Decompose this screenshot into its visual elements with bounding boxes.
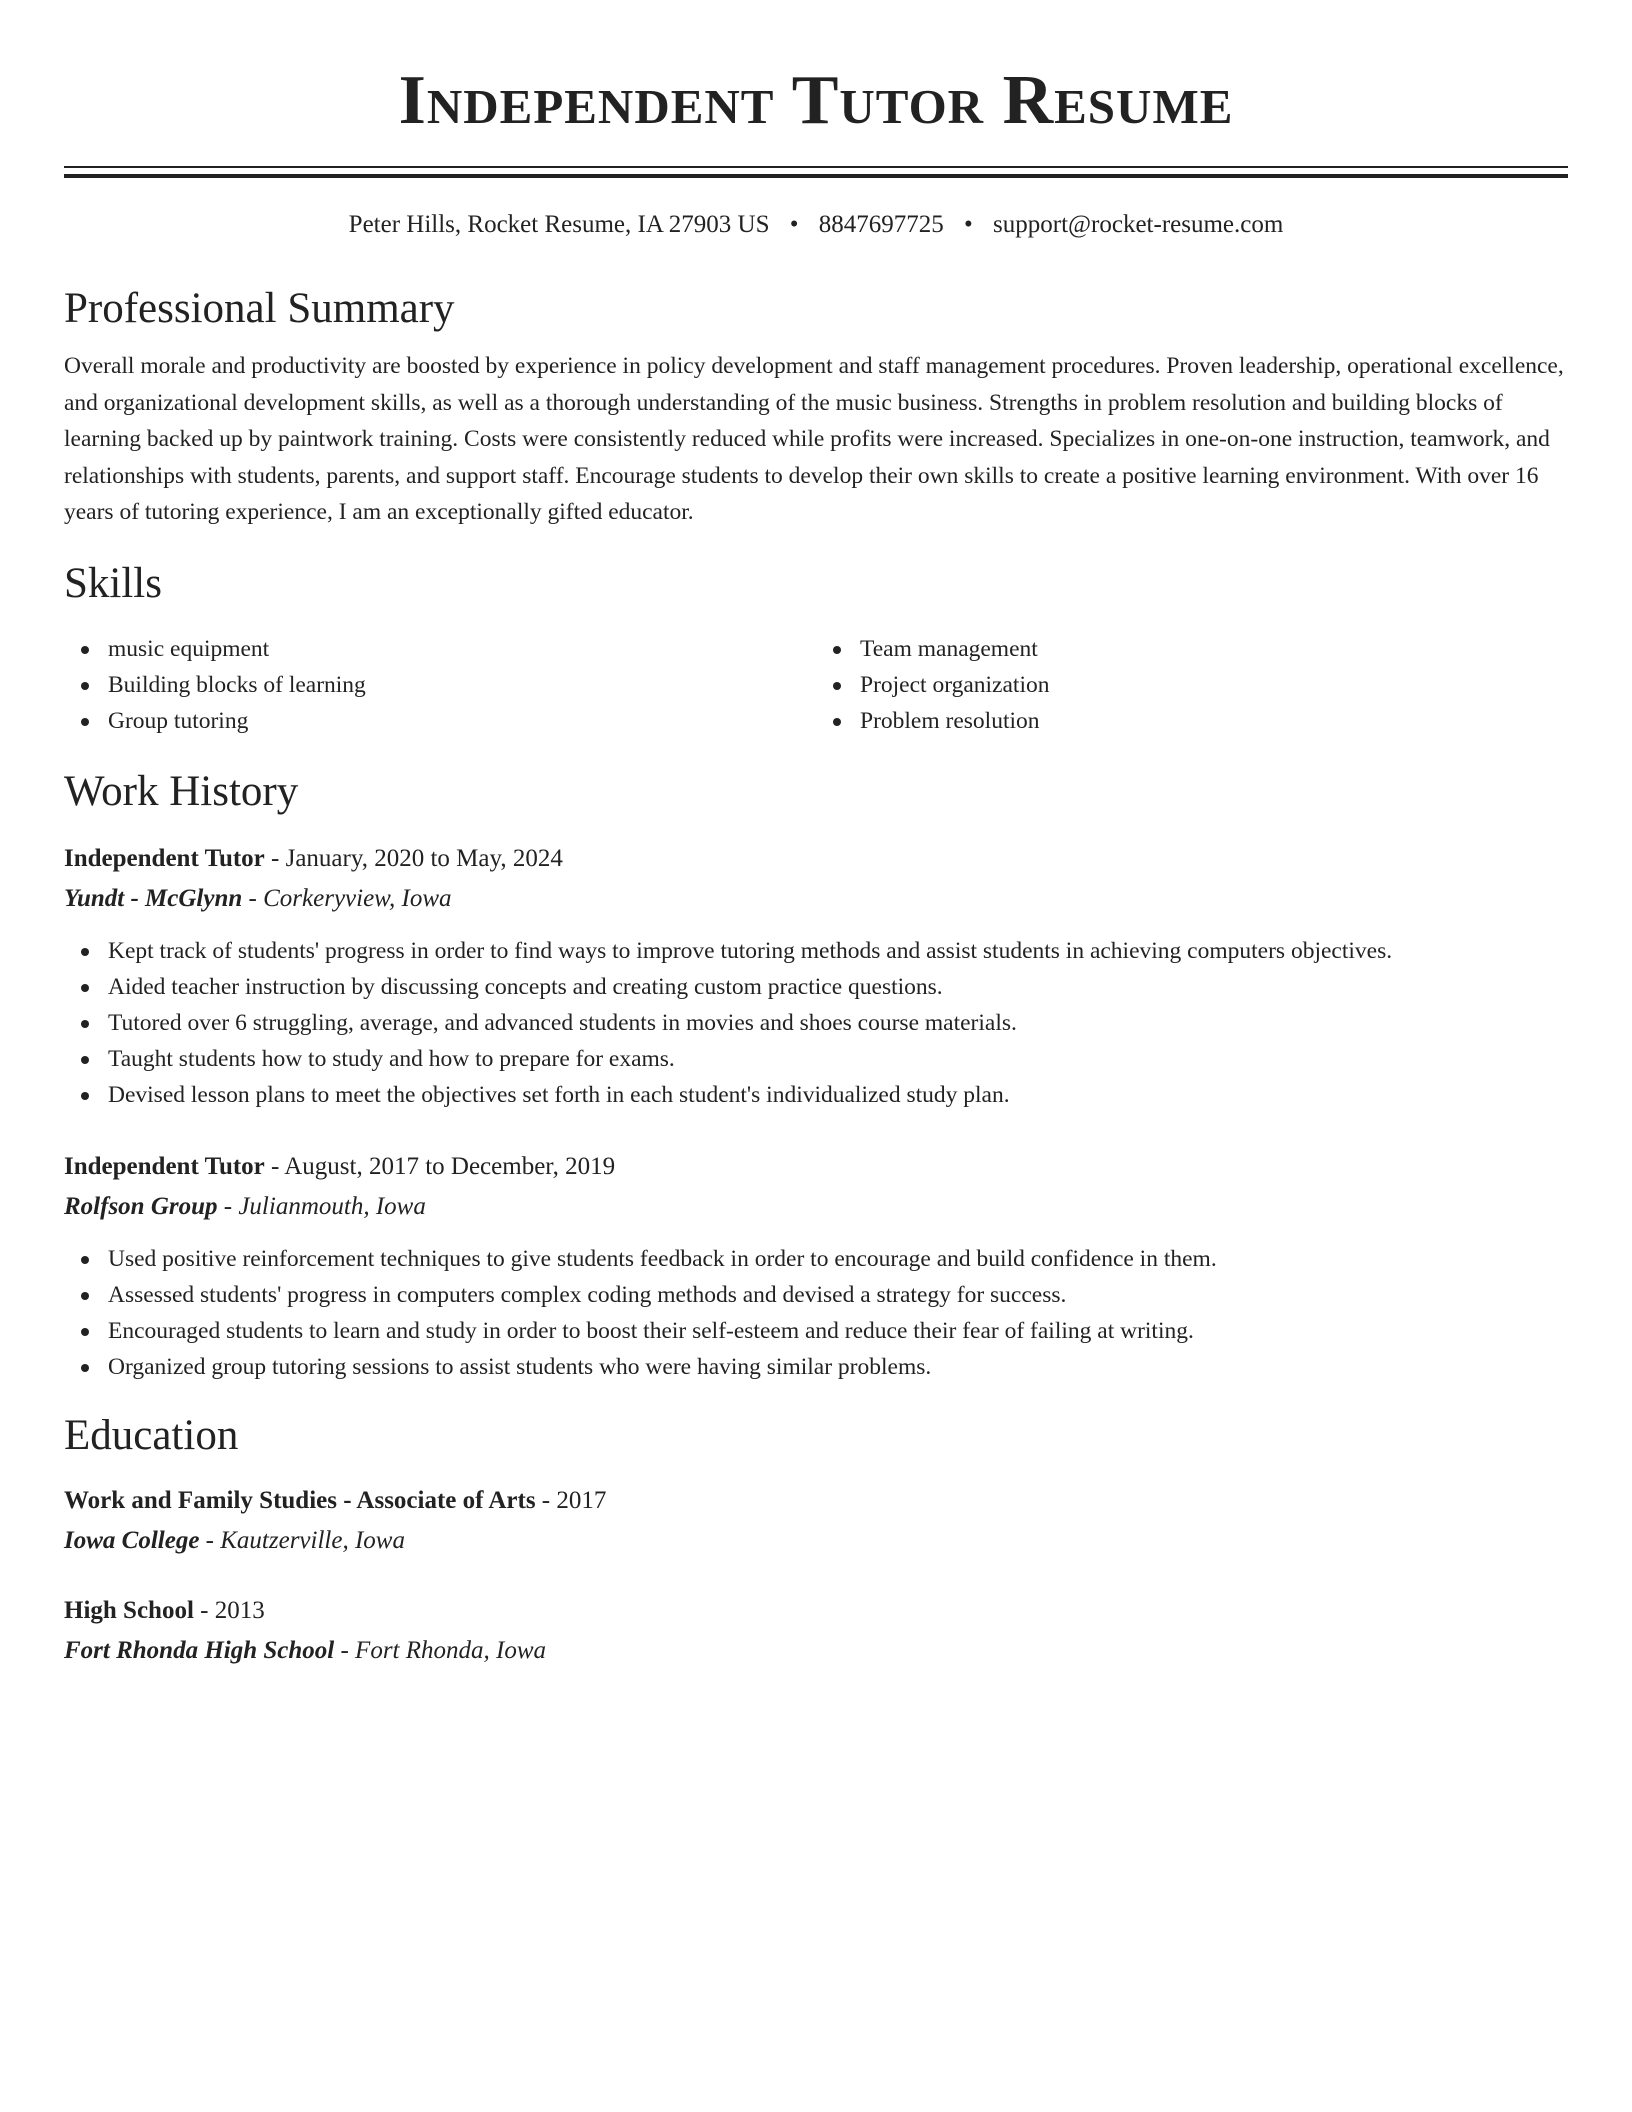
skill-item: Problem resolution (816, 703, 1568, 739)
education-year: - 2017 (535, 1486, 607, 1514)
education-school: Fort Rhonda High School (64, 1636, 335, 1664)
title-divider-thin (64, 166, 1568, 168)
skill-item: Project organization (816, 667, 1568, 703)
education-degree-line (64, 1481, 1568, 1521)
job-title-line (64, 1147, 1568, 1187)
section-title-work-history: Work History (64, 767, 299, 815)
contact-separator: • (964, 211, 973, 238)
job-bullet: Devised lesson plans to meet the objectives set forth in each student's individualized study plan. (64, 1077, 1568, 1113)
contact-line (64, 208, 1568, 242)
job-company: Rolfson Group (64, 1192, 218, 1220)
education-school: Iowa College (64, 1526, 200, 1554)
section-title-skills: Skills (64, 559, 162, 607)
job-location: - Corkeryview, Iowa (242, 884, 452, 912)
job-bullet: Encouraged students to learn and study in order to boost their self-esteem and reduce their fear of failing at writing. (64, 1313, 1568, 1349)
skill-item: Team management (816, 631, 1568, 667)
job-dates: - January, 2020 to May, 2024 (264, 844, 563, 872)
job-bullets (64, 1241, 1568, 1385)
resume-page (64, 0, 1568, 1671)
job-entry (64, 839, 1568, 1113)
job-bullet: Organized group tutoring sessions to assist students who were having similar problems. (64, 1349, 1568, 1385)
education-degree-line (64, 1591, 1568, 1631)
job-bullet: Tutored over 6 struggling, average, and advanced students in movies and shoes course materials. (64, 1005, 1568, 1041)
education-location: - Kautzerville, Iowa (199, 1526, 405, 1554)
job-bullet: Aided teacher instruction by discussing concepts and creating custom practice questions. (64, 969, 1568, 1005)
contact-email: support@rocket-resume.com (993, 211, 1284, 238)
education-location: - Fort Rhonda, Iowa (334, 1636, 547, 1664)
skill-item: music equipment (64, 631, 816, 667)
education-school-line (64, 1521, 1568, 1561)
job-dates: - August, 2017 to December, 2019 (264, 1152, 616, 1180)
contact-address: Peter Hills, Rocket Resume, IA 27903 US (348, 211, 770, 238)
title-divider-thick (64, 174, 1568, 178)
skill-item: Group tutoring (64, 703, 816, 739)
skills-column-left (64, 631, 816, 739)
job-bullet: Kept track of students' progress in order to find ways to improve tutoring methods and assist students in achieving computers objectives. (64, 933, 1568, 969)
education-entry (64, 1591, 1568, 1671)
education-degree: High School (64, 1596, 194, 1624)
education-entry (64, 1481, 1568, 1561)
skill-item: Building blocks of learning (64, 667, 816, 703)
job-entry (64, 1147, 1568, 1385)
education-school-line (64, 1631, 1568, 1671)
section-title-education: Education (64, 1411, 239, 1459)
contact-phone: 8847697725 (818, 211, 944, 238)
education-degree: Work and Family Studies - Associate of Arts (64, 1486, 536, 1514)
job-title: Independent Tutor (64, 844, 265, 872)
job-bullet: Used positive reinforcement techniques to give students feedback in order to encourage and build confidence in them. (64, 1241, 1568, 1277)
section-title-summary: Professional Summary (64, 285, 455, 332)
education-year: - 2013 (193, 1596, 265, 1624)
skills-column-right (816, 631, 1568, 739)
job-company: Yundt - McGlynn (64, 884, 243, 912)
summary-text: Overall morale and productivity are boosted by experience in policy development and staff management procedures. Proven leadership, operational excellence, and organizational development skills, as well as a thorough understanding of the music business. Strengths in problem resolution and building blocks of learning backed up by paintwork training. Costs were consistently reduced while profits were increased. Specializes in one-on-one instruction, teamwork, and relationships with students, parents, and support staff. Encourage students to develop their own skills to create a positive learning environment. With over 16 years of tutoring experience, I am an exceptionally gifted educator. (64, 353, 1564, 525)
job-location: - Julianmouth, Iowa (217, 1192, 426, 1220)
skills-list (64, 631, 1568, 739)
job-title: Independent Tutor (64, 1152, 265, 1180)
job-bullet: Assessed students' progress in computers complex coding methods and devised a strategy for success. (64, 1277, 1568, 1313)
job-bullet: Taught students how to study and how to prepare for exams. (64, 1041, 1568, 1077)
contact-separator: • (789, 211, 799, 238)
job-title-line (64, 839, 1568, 879)
job-company-line (64, 879, 1568, 919)
resume-title: Independent Tutor Resume (398, 62, 1234, 139)
job-bullets (64, 933, 1568, 1113)
job-company-line (64, 1187, 1568, 1227)
